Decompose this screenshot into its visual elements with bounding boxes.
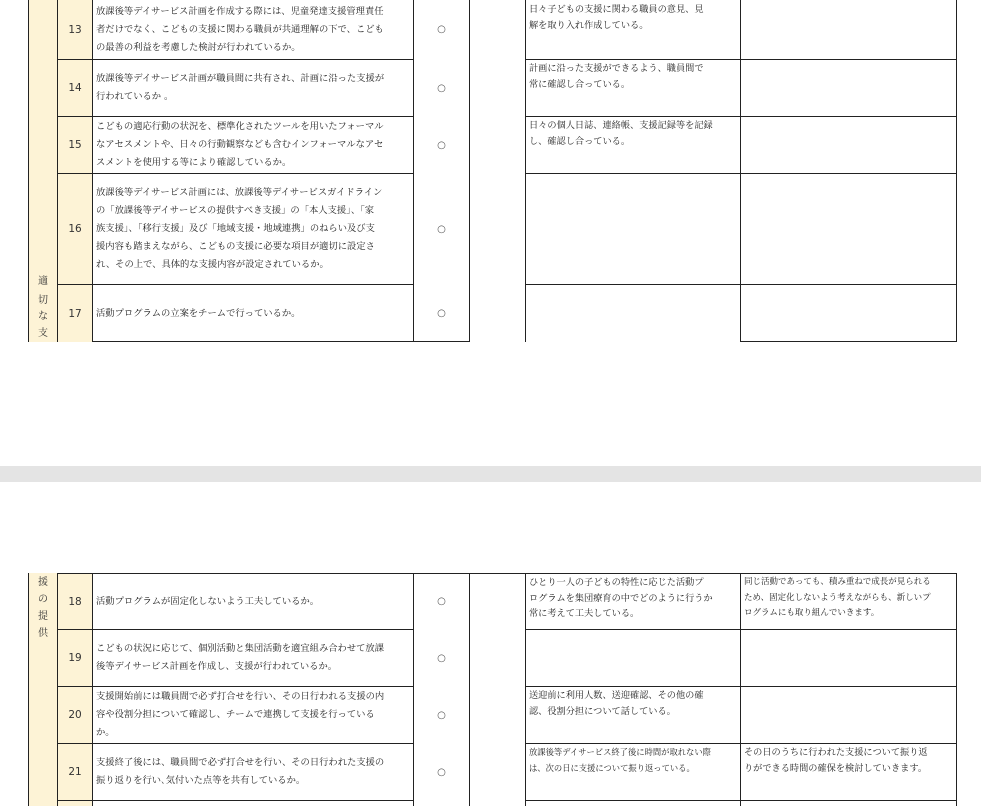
grid-line [57,0,58,342]
note-text [741,174,956,284]
question-text: こどもの適応行動の状況を、標準化されたツールを用いたフォーマル なアセスメントや、日々の行動観察なども含むインフォーマルなアセ スメントを使用する等により確認しているか。 [96,121,384,168]
grid-line [92,341,470,342]
category-char: の [38,594,48,605]
row-number: 17 [58,285,92,342]
category-char: 適 [38,276,48,287]
row-number: 18 [58,574,92,629]
row-number: 21 [58,744,92,800]
row-number: 13 [58,0,92,59]
circle-mark: ○ [437,652,446,664]
row-number: 20 [58,687,92,743]
grid-line [57,686,413,687]
note-text [741,117,956,173]
grid-line [525,573,526,806]
circle-mark: ○ [437,308,446,319]
grid-line [57,59,413,60]
row-number: 19 [58,630,92,686]
note-text [741,687,956,743]
circle-mark: ○ [437,596,446,607]
row-number: 15 [58,117,92,173]
note-text: 同じ活動であっても、積み重ねで成長が見られる ため、固定化しないよう考えながらも、新しいプ ログラムにも取り組んでいきます。 [744,577,931,618]
grid-line [740,341,957,342]
remark-text: 放課後等デイサービス終了後に時間が取れない際 は、次の日に支援について振り返っている。 [529,747,711,773]
category-char: な [38,311,48,322]
question-text: 放課後等デイサービス計画には、放課後等デイサービスガイドライン の「放課後等デイサービスの提供すべき支援」の「本人支援」、「家 族支援」、「移行支援」及び「地域支援・地域連携」のねらい及び支 援内容も踏まえながら、こどもの支援に必要な項目が適切に設定さ れ、その上で、具体的な支援内容が設定されているか。 [96,187,383,270]
question-text: 活動プログラムの立案をチームで行っているか。 [96,307,301,319]
grid-line [92,0,93,342]
grid-line [92,573,93,806]
circle-mark: ○ [437,223,446,235]
question-text: 支援終了後には、職員間で必ず打合せを行い、その日行われた支援の 振り返りを行い､気付いた点等を共有しているか。 [96,757,385,786]
question-text: こどもの状況に応じて、個別活動と集団活動を適宜組み合わせて放課 後等デイサービス計画を作成し、支援が行われているか。 [96,643,385,672]
grid-line [57,743,413,744]
grid-line [740,573,741,806]
remark-text: 計画に沿った支援ができるよう、職員間で 常に確認し合っている。 [529,63,704,90]
grid-line [57,116,413,117]
page-separator [0,466,981,482]
circle-mark: ○ [437,139,446,151]
circle-mark: ○ [437,24,446,35]
grid-line [525,800,957,801]
grid-line [525,173,957,174]
grid-line [956,573,957,806]
note-text [741,1,956,59]
grid-line [525,59,957,60]
remark-text: 日々の個人日誌、連絡帳、支援記録等を記録 し、確認し合っている。 [529,120,713,147]
grid-line [57,173,413,174]
category-char: 援 [38,577,48,588]
grid-line [469,573,470,806]
grid-line [413,0,414,342]
question-text: 支援開始前には職員間で必ず打合せを行い、その日行われる支援の内 容や役割分担について確認し、チームで連携して支援を行っている か。 [96,691,385,738]
remark-text: 日々子どもの支援に関わる職員の意見、見 解を取り入れ作成している。 [529,4,704,31]
grid-line [57,284,413,285]
note-text [741,60,956,116]
question-text: 放課後等デイサービス計画を作成する際には、児童発達支援管理責任 者だけでなく、こどもの支援に関わる職員が共通理解の下で、こども の最善の利益を考慮した検討が行われているか。 [96,5,384,53]
grid-line [469,0,470,342]
grid-line [28,0,29,342]
grid-line [57,800,413,801]
row-number: 14 [58,60,92,116]
grid-line [525,284,957,285]
circle-mark: ○ [437,82,446,94]
grid-line [28,573,29,806]
question-text: 放課後等デイサービス計画が職員間に共有され、計画に沿った支援が 行われているか 。 [96,73,385,102]
grid-line [525,743,957,744]
grid-line [525,629,957,630]
category-char: 供 [38,628,48,639]
circle-mark: ○ [437,709,446,721]
grid-line [740,0,741,342]
category-char: 支 [38,328,48,339]
circle-mark: ○ [437,766,446,778]
category-char: 切 [38,295,48,306]
grid-line [956,0,957,342]
remark-text [526,285,740,342]
note-text [741,630,956,686]
grid-line [525,686,957,687]
remark-text [526,630,740,686]
grid-line [525,116,957,117]
row-number: 16 [58,174,92,284]
remark-text [526,174,740,284]
grid-line [413,573,414,806]
grid-line [57,573,957,574]
remark-text: ひとり一人の子どもの特性に応じた活動プ ログラムを集団療育の中でどのように行うか 常に考えて工夫している。 [529,577,713,619]
category-char: 提 [38,611,48,622]
grid-line [57,573,58,806]
note-text: その日のうちに行われた支援について振り返 りができる時間の確保を検討していきます。 [744,747,928,774]
note-text [741,285,956,342]
question-text: 活動プログラムが固定化しないよう工夫しているか。 [96,595,320,607]
grid-line [525,0,526,342]
grid-line [57,629,413,630]
remark-text: 送迎前に利用人数、送迎確認、その他の確 認、役割分担について話している。 [529,690,704,717]
row-number [58,801,92,806]
